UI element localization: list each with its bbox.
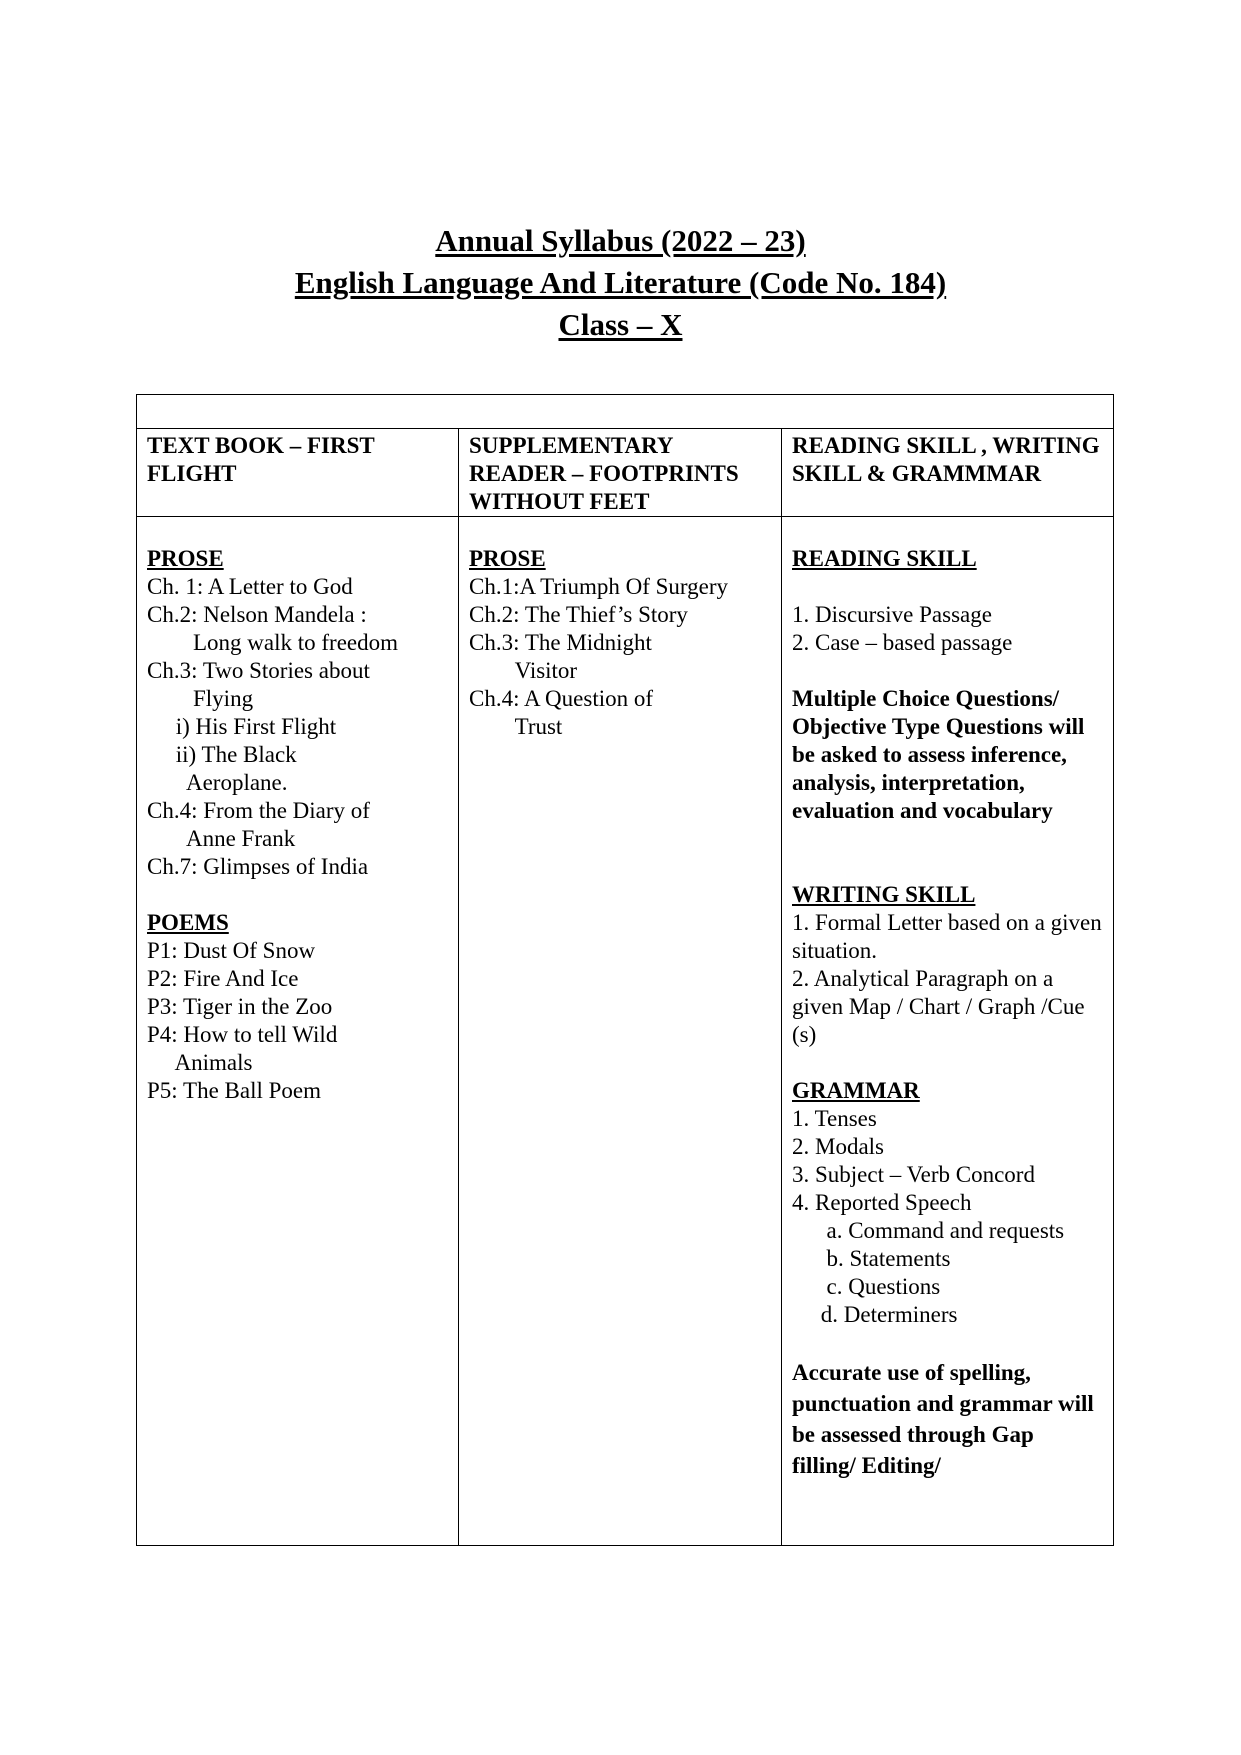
spacer [792,573,1103,601]
textbook-prose-line: Ch.3: Two Stories about [147,658,370,683]
header-textbook: TEXT BOOK – FIRST FLIGHT [137,429,459,517]
grammar-item: 4. Reported Speech [792,1190,972,1215]
grammar-item: c. Questions [792,1274,941,1299]
spacer [792,853,1103,881]
title-syllabus-year: Annual Syllabus (2022 – 23) [435,223,806,258]
textbook-prose-line: Ch. 1: A Letter to God [147,574,353,599]
textbook-prose-line: Anne Frank [147,826,296,851]
title-class: Class – X [558,307,683,342]
spacer [792,825,1103,853]
spacer [792,657,1103,685]
reading-skill-item: 1. Discursive Passage [792,602,992,627]
textbook-prose-line: Aeroplane. [147,770,288,795]
textbook-poem-line: P3: Tiger in the Zoo [147,994,333,1019]
title-subject: English Language And Literature (Code No. 184) [294,265,947,300]
supplementary-prose-line: Ch.1:A Triumph Of Surgery [469,574,729,599]
textbook-prose-heading: PROSE [147,546,224,571]
textbook-poem-line: Animals [147,1050,253,1075]
textbook-prose-line: Ch.2: Nelson Mandela : [147,602,367,627]
supplementary-prose-line: Ch.2: The Thief’s Story [469,602,688,627]
grammar-note: Accurate use of spelling, punctuation and grammar will be assessed through Gap filling/ Editing/ [792,1360,1094,1478]
supplementary-prose-line: Trust [469,714,563,739]
reading-skill-heading: READING SKILL [792,546,977,571]
textbook-prose-line: Flying [147,686,254,711]
textbook-prose-line: Ch.7: Glimpses of India [147,854,369,879]
grammar-item: d. Determiners [792,1302,958,1327]
header-supplementary: SUPPLEMENTARY READER – FOOTPRINTS WITHOUT FEET [459,429,782,517]
cell-textbook [137,517,459,1546]
textbook-poem-line: P4: How to tell Wild [147,1022,338,1047]
blank-cell [137,395,1114,429]
supplementary-prose-line: Visitor [469,658,578,683]
writing-skill-item: 2. Analytical Paragraph on a given Map / Chart / Graph /Cue (s) [792,966,1085,1047]
supplementary-prose-line: Ch.3: The Midnight [469,630,652,655]
cell-skills [782,517,1114,1546]
reading-skill-note: Multiple Choice Questions/ Objective Type Questions will be asked to assess inference, analysis, interpretation, evaluation and vocabulary [792,686,1085,823]
grammar-item: 2. Modals [792,1134,884,1159]
grammar-item: a. Command and requests [792,1218,1065,1243]
supplementary-prose-heading: PROSE [469,546,546,571]
document-title-block [0,220,1241,346]
textbook-prose-line: Ch.4: From the Diary of [147,798,370,823]
supplementary-prose-line: Ch.4: A Question of [469,686,654,711]
grammar-item: 1. Tenses [792,1106,877,1131]
textbook-poem-line: P2: Fire And Ice [147,966,299,991]
writing-skill-item: 1. Formal Letter based on a given situation. [792,910,1102,963]
spacer [147,881,448,909]
cell-supplementary [459,517,782,1546]
writing-skill-heading: WRITING SKILL [792,882,976,907]
table-header-row [137,429,1114,517]
spacer [792,1329,1103,1357]
header-skills: READING SKILL , WRITING SKILL & GRAMMMAR [782,429,1114,517]
reading-skill-item: 2. Case – based passage [792,630,1013,655]
grammar-item: b. Statements [792,1246,951,1271]
textbook-poem-line: P5: The Ball Poem [147,1078,321,1103]
table-body-row [137,517,1114,1546]
textbook-prose-line: ii) The Black [147,742,297,767]
textbook-prose-line: Long walk to freedom [147,630,399,655]
textbook-poem-line: P1: Dust Of Snow [147,938,316,963]
textbook-prose-line: i) His First Flight [147,714,337,739]
spacer [792,1049,1103,1077]
textbook-poems-heading: POEMS [147,910,229,935]
grammar-item: 3. Subject – Verb Concord [792,1162,1035,1187]
grammar-heading: GRAMMAR [792,1078,920,1103]
syllabus-table [136,394,1114,1546]
table-blank-row [137,395,1114,429]
